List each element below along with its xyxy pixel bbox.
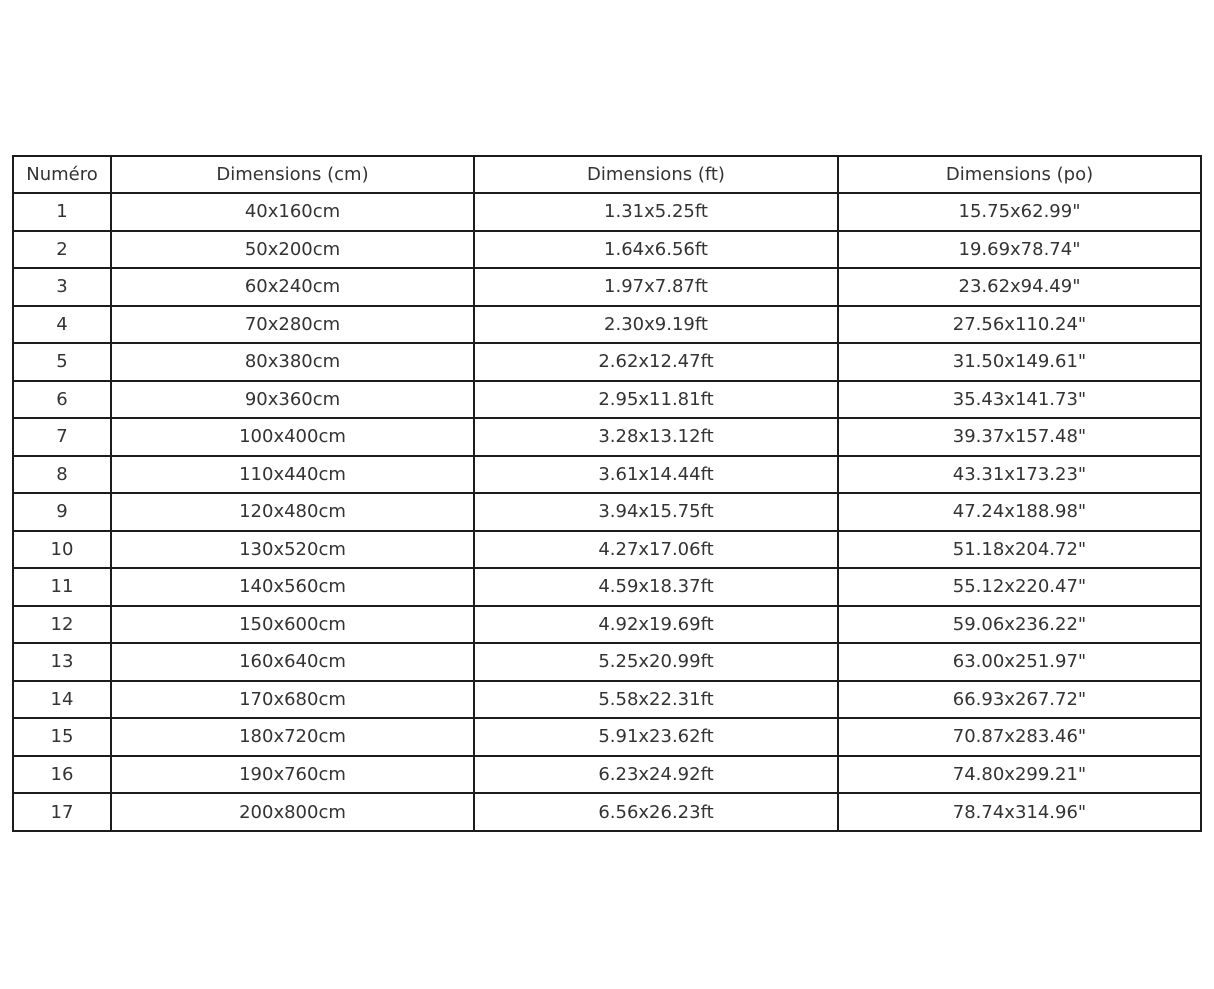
table-row <box>13 681 1201 719</box>
table-row <box>13 643 1201 681</box>
table-row <box>13 793 1201 831</box>
dimensions-conversion-table <box>12 155 1202 832</box>
cell-ft: 6.56x26.23ft <box>474 793 838 831</box>
table-row <box>13 343 1201 381</box>
cell-numero: 15 <box>13 718 111 756</box>
table-row <box>13 606 1201 644</box>
cell-po: 15.75x62.99" <box>838 193 1201 231</box>
table-row <box>13 268 1201 306</box>
table-row <box>13 493 1201 531</box>
column-header-cm: Dimensions (cm) <box>111 156 474 193</box>
cell-po: 78.74x314.96" <box>838 793 1201 831</box>
cell-po: 74.80x299.21" <box>838 756 1201 794</box>
table-row <box>13 718 1201 756</box>
cell-ft: 2.62x12.47ft <box>474 343 838 381</box>
cell-po: 39.37x157.48" <box>838 418 1201 456</box>
table-row <box>13 231 1201 269</box>
table-row <box>13 381 1201 419</box>
cell-numero: 16 <box>13 756 111 794</box>
cell-po: 27.56x110.24" <box>838 306 1201 344</box>
cell-ft: 5.25x20.99ft <box>474 643 838 681</box>
table-row <box>13 531 1201 569</box>
cell-ft: 1.64x6.56ft <box>474 231 838 269</box>
cell-numero: 12 <box>13 606 111 644</box>
cell-numero: 10 <box>13 531 111 569</box>
cell-numero: 3 <box>13 268 111 306</box>
cell-numero: 2 <box>13 231 111 269</box>
cell-po: 43.31x173.23" <box>838 456 1201 494</box>
cell-cm: 200x800cm <box>111 793 474 831</box>
table-row <box>13 456 1201 494</box>
cell-ft: 4.27x17.06ft <box>474 531 838 569</box>
table-row <box>13 756 1201 794</box>
cell-po: 23.62x94.49" <box>838 268 1201 306</box>
cell-ft: 2.30x9.19ft <box>474 306 838 344</box>
cell-po: 63.00x251.97" <box>838 643 1201 681</box>
cell-ft: 4.59x18.37ft <box>474 568 838 606</box>
cell-ft: 1.97x7.87ft <box>474 268 838 306</box>
cell-numero: 13 <box>13 643 111 681</box>
cell-po: 66.93x267.72" <box>838 681 1201 719</box>
cell-cm: 180x720cm <box>111 718 474 756</box>
column-header-ft: Dimensions (ft) <box>474 156 838 193</box>
cell-cm: 70x280cm <box>111 306 474 344</box>
cell-ft: 2.95x11.81ft <box>474 381 838 419</box>
cell-numero: 8 <box>13 456 111 494</box>
table-row <box>13 193 1201 231</box>
cell-cm: 170x680cm <box>111 681 474 719</box>
table-body <box>13 193 1201 831</box>
cell-po: 51.18x204.72" <box>838 531 1201 569</box>
cell-cm: 190x760cm <box>111 756 474 794</box>
cell-cm: 100x400cm <box>111 418 474 456</box>
cell-cm: 40x160cm <box>111 193 474 231</box>
cell-cm: 50x200cm <box>111 231 474 269</box>
cell-cm: 150x600cm <box>111 606 474 644</box>
table-row <box>13 306 1201 344</box>
cell-cm: 140x560cm <box>111 568 474 606</box>
column-header-numero: Numéro <box>13 156 111 193</box>
cell-numero: 7 <box>13 418 111 456</box>
cell-po: 31.50x149.61" <box>838 343 1201 381</box>
column-header-po: Dimensions (po) <box>838 156 1201 193</box>
cell-cm: 60x240cm <box>111 268 474 306</box>
cell-numero: 14 <box>13 681 111 719</box>
cell-numero: 1 <box>13 193 111 231</box>
cell-cm: 160x640cm <box>111 643 474 681</box>
cell-ft: 4.92x19.69ft <box>474 606 838 644</box>
cell-numero: 9 <box>13 493 111 531</box>
cell-numero: 11 <box>13 568 111 606</box>
table-header <box>13 156 1201 193</box>
cell-ft: 6.23x24.92ft <box>474 756 838 794</box>
cell-cm: 120x480cm <box>111 493 474 531</box>
cell-po: 55.12x220.47" <box>838 568 1201 606</box>
cell-po: 59.06x236.22" <box>838 606 1201 644</box>
table-row <box>13 568 1201 606</box>
cell-numero: 6 <box>13 381 111 419</box>
cell-ft: 3.94x15.75ft <box>474 493 838 531</box>
cell-numero: 5 <box>13 343 111 381</box>
cell-cm: 90x360cm <box>111 381 474 419</box>
table-row <box>13 418 1201 456</box>
cell-ft: 5.91x23.62ft <box>474 718 838 756</box>
table-header-row <box>13 156 1201 193</box>
cell-numero: 4 <box>13 306 111 344</box>
cell-ft: 3.28x13.12ft <box>474 418 838 456</box>
cell-numero: 17 <box>13 793 111 831</box>
cell-ft: 5.58x22.31ft <box>474 681 838 719</box>
cell-ft: 3.61x14.44ft <box>474 456 838 494</box>
cell-cm: 80x380cm <box>111 343 474 381</box>
cell-po: 47.24x188.98" <box>838 493 1201 531</box>
cell-po: 70.87x283.46" <box>838 718 1201 756</box>
cell-po: 35.43x141.73" <box>838 381 1201 419</box>
cell-cm: 110x440cm <box>111 456 474 494</box>
cell-ft: 1.31x5.25ft <box>474 193 838 231</box>
cell-po: 19.69x78.74" <box>838 231 1201 269</box>
cell-cm: 130x520cm <box>111 531 474 569</box>
